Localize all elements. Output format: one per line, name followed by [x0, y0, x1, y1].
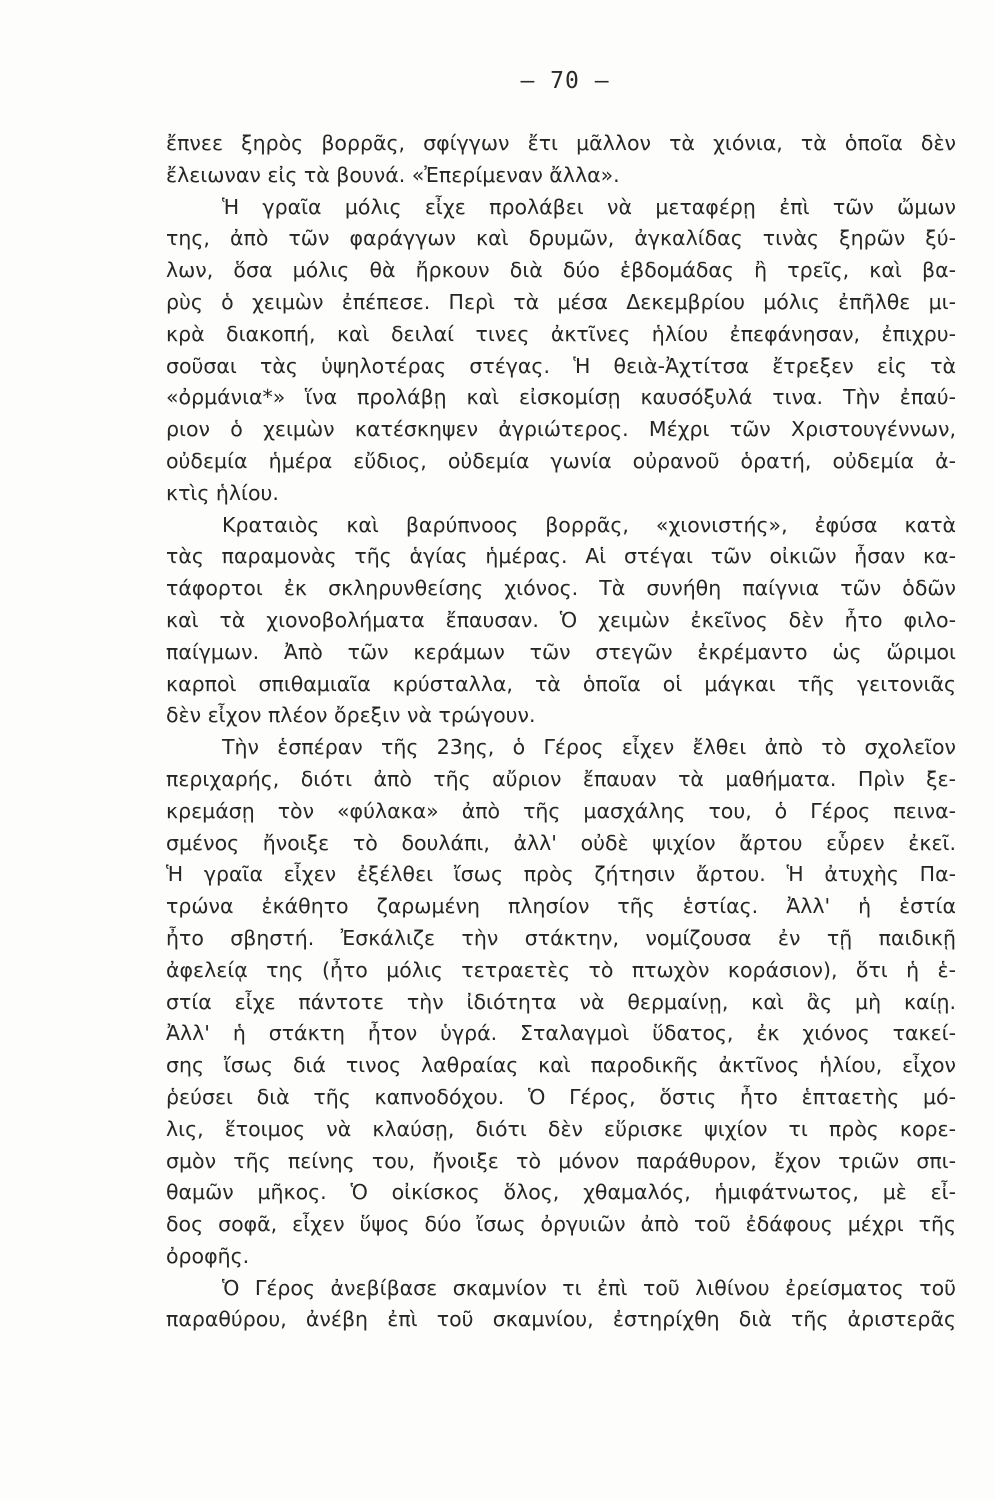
text-line: Τὴν ἑσπέραν τῆς 23ης, ὁ Γέρος εἶχεν ἔλθει ἀπὸ τὸ σχολεῖον [222, 735, 956, 760]
text-line: Ἡ γραῖα εἶχεν ἐξέλθει ἴσως πρὸς ζήτησιν ἄρτου. Ἡ ἀτυχὴς Πα- [166, 862, 956, 887]
text-line: καρποὶ σπιθαμιαῖα κρύσταλλα, τὰ ὁποῖα οἱ μάγκαι τῆς γειτονιᾶς [166, 671, 956, 696]
text-line: σης ἴσως διά τινος λαθραίας καὶ παροδικῆς ἀκτῖνος ἡλίου, εἶχον [166, 1053, 956, 1078]
body-text [166, 128, 956, 1336]
paragraph-2 [166, 192, 956, 510]
text-line: ριον ὁ χειμὼν κατέσκηψεν ἀγριώτερος. Μέχρι τῶν Χριστουγέννων, [166, 417, 956, 442]
paragraph-3 [166, 510, 956, 733]
text-line: ἔπνεε ξηρὸς βορρᾶς, σφίγγων ἔτι μᾶλλον τὰ χιόνια, τὰ ὁποῖα δὲν [166, 131, 956, 155]
text-line: τάφορτοι ἐκ σκληρυνθείσης χιόνος. Τὰ συνήθη παίγνια τῶν ὁδῶν [166, 576, 956, 601]
text-line: λις, ἕτοιμος νὰ κλαύσῃ, διότι δὲν εὕρισκε ψιχίον τι πρὸς κορε- [166, 1116, 956, 1141]
paragraph-1 [166, 128, 956, 192]
page-number: — 70 — [520, 68, 610, 94]
text-line: καὶ τὰ χιονοβολήματα ἔπαυσαν. Ὁ χειμὼν ἐκεῖνος δὲν ἦτο φιλο- [166, 607, 956, 632]
text-line: Ἡ γραῖα μόλις εἶχε προλάβει νὰ μεταφέρῃ ἐπὶ τῶν ὤμων [222, 194, 956, 219]
paragraph-5 [166, 1273, 956, 1337]
text-line: τὰς παραμονὰς τῆς ἁγίας ἡμέρας. Αἱ στέγαι τῶν οἰκιῶν ἦσαν κα- [166, 544, 956, 569]
text-line: Ὁ Γέρος ἀνεβίβασε σκαμνίον τι ἐπὶ τοῦ λιθίνου ἐρείσματος τοῦ [222, 1275, 956, 1300]
text-line: περιχαρής, διότι ἀπὸ τῆς αὔριον ἔπαυαν τὰ μαθήματα. Πρὶν ξε- [166, 766, 956, 791]
text-line: ῥεύσει διὰ τῆς καπνοδόχου. Ὁ Γέρος, ὅστις ἦτο ἑπταετὴς μό- [166, 1084, 956, 1109]
text-line: σμένος ἤνοιξε τὸ δουλάπι, ἀλλ' οὐδὲ ψιχίον ἄρτου εὗρεν ἐκεῖ. [166, 830, 956, 855]
text-line: ἦτο σβηστή. Ἐσκάλιζε τὴν στάκτην, νομίζουσα ἐν τῇ παιδικῇ [166, 925, 956, 950]
text-line: «ὀρμάνια*» ἵνα προλάβῃ καὶ εἰσκομίσῃ καυσόξυλά τινα. Τὴν ἐπαύ- [166, 385, 956, 410]
text-line: οὐδεμία ἡμέρα εὔδιος, οὐδεμία γωνία οὐρανοῦ ὁρατή, οὐδεμία ἀ- [166, 448, 956, 473]
text-line: στία εἶχε πάντοτε τὴν ἰδιότητα νὰ θερμαίνῃ, καὶ ἂς μὴ καίῃ. [166, 989, 956, 1014]
text-line: κρὰ διακοπή, καὶ δειλαί τινες ἀκτῖνες ἡλίου ἐπεφάνησαν, ἐπιχρυ- [166, 321, 956, 346]
text-line: παίγμων. Ἀπὸ τῶν κεράμων τῶν στεγῶν ἐκρέμαντο ὡς ὥριμοι [166, 639, 956, 664]
text-line: λων, ὅσα μόλις θὰ ἤρκουν διὰ δύο ἑβδομάδας ἢ τρεῖς, καὶ βα- [166, 258, 956, 283]
text-line: δὲν εἶχον πλέον ὄρεξιν νὰ τρώγουν. [166, 703, 536, 728]
text-line: θαμῶν μῆκος. Ὁ οἰκίσκος ὅλος, χθαμαλός, ἡμιφάτνωτος, μὲ εἶ- [166, 1180, 956, 1205]
text-line: κρεμάσῃ τὸν «φύλακα» ἀπὸ τῆς μασχάλης του, ὁ Γέρος πεινα- [166, 798, 956, 823]
text-line: κτὶς ἡλίου. [166, 480, 279, 505]
text-line: της, ἀπὸ τῶν φαράγγων καὶ δρυμῶν, ἀγκαλίδας τινὰς ξηρῶν ξύ- [166, 226, 956, 251]
text-line: παραθύρου, ἀνέβη ἐπὶ τοῦ σκαμνίου, ἐστηρίχθη διὰ τῆς ἀριστερᾶς [166, 1307, 956, 1332]
text-line: σοῦσαι τὰς ὑψηλοτέρας στέγας. Ἡ θειὰ-Ἀχτίτσα ἔτρεξεν εἰς τὰ [166, 353, 956, 378]
text-line: τρώνα ἐκάθητο ζαρωμένη πλησίον τῆς ἑστίας. Ἀλλ' ἡ ἑστία [166, 894, 956, 919]
text-line: δος σοφᾶ, εἶχεν ὕψος δύο ἴσως ὀργυιῶν ἀπὸ τοῦ ἐδάφους μέχρι τῆς [166, 1212, 956, 1237]
paragraph-4 [166, 732, 956, 1273]
text-line: ἀφελείᾳ της (ἦτο μόλις τετραετὲς τὸ πτωχὸν κοράσιον), ὅτι ἡ ἑ- [166, 957, 956, 982]
text-line: ἔλειωναν εἰς τὰ βουνά. «Ἐπερίμεναν ἄλλα». [166, 162, 620, 187]
text-line: ὀροφῆς. [166, 1243, 250, 1268]
text-line: Ἀλλ' ἡ στάκτη ἦτον ὑγρά. Σταλαγμοὶ ὕδατος, ἐκ χιόνος τακεί- [166, 1021, 956, 1046]
text-line: σμὸν τῆς πείνης του, ἤνοιξε τὸ μόνον παράθυρον, ἔχον τριῶν σπι- [166, 1148, 956, 1173]
text-line: ρὺς ὁ χειμὼν ἐπέπεσε. Περὶ τὰ μέσα Δεκεμβρίου μόλις ἐπῆλθε μι- [166, 289, 956, 314]
text-line: Κραταιὸς καὶ βαρύπνοος βορρᾶς, «χιονιστής», ἐφύσα κατὰ [222, 512, 956, 537]
